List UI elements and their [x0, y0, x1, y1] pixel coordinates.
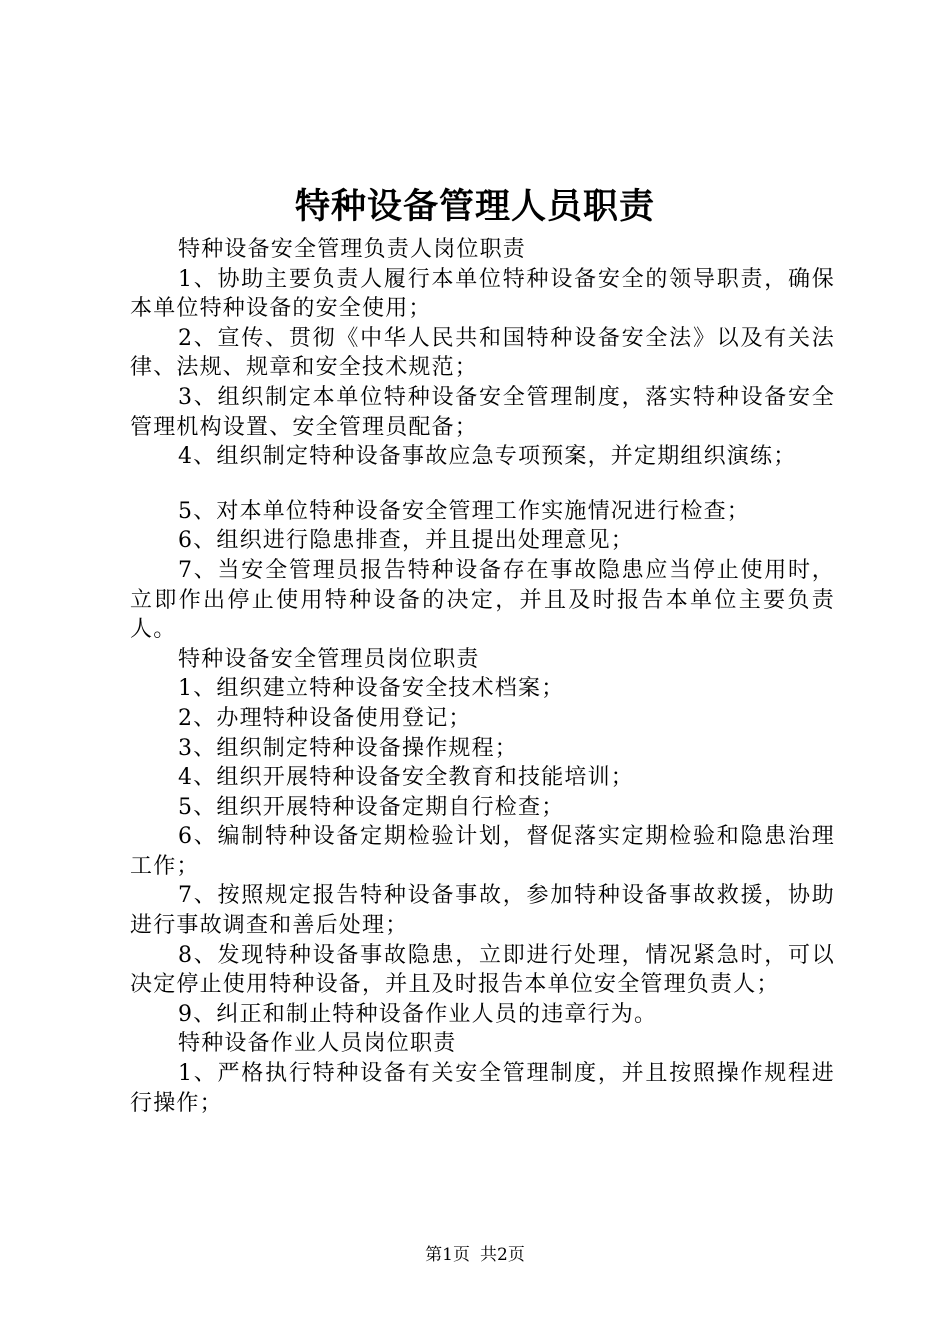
paragraph: 4、组织制定特种设备事故应急专项预案，并定期组织演练；	[178, 444, 797, 470]
section-heading: 特种设备安全管理负责人岗位职责	[178, 237, 527, 262]
paragraph: 1、组织建立特种设备安全技术档案；	[178, 676, 565, 702]
paragraph: 7、按照规定报告特种设备事故，参加特种设备事故救援，协助进行事故调查和善后处理；	[130, 883, 835, 939]
paragraph: 8、发现特种设备事故隐患，立即进行处理，情况紧急时，可以决定停止使用特种设备，并且及时报告本单位安全管理负责人；	[130, 942, 835, 998]
section-heading: 特种设备作业人员岗位职责	[178, 1031, 457, 1057]
paragraph: 1、严格执行特种设备有关安全管理制度，并且按照操作规程进行操作；	[130, 1061, 835, 1116]
paragraph: 1、协助主要负责人履行本单位特种设备安全的领导职责，确保本单位特种设备的安全使用；	[130, 266, 835, 322]
paragraph: 9、纠正和制止特种设备作业人员的违章行为。	[178, 1001, 658, 1027]
page-total: 共2页	[480, 1245, 525, 1265]
paragraph: 4、组织开展特种设备安全教育和技能培训；	[178, 765, 634, 791]
paragraph: 6、编制特种设备定期检验计划，督促落实定期检验和隐患治理工作；	[130, 824, 835, 879]
paragraph: 5、对本单位特种设备安全管理工作实施情况进行检查；	[178, 498, 750, 524]
document-title: 特种设备管理人员职责	[294, 186, 655, 227]
paragraph: 3、组织制定本单位特种设备安全管理制度，落实特种设备安全管理机构设置、安全管理员配备；	[130, 384, 835, 440]
paragraph: 6、组织进行隐患排查，并且提出处理意见；	[178, 528, 634, 554]
paragraph: 5、组织开展特种设备定期自行检查；	[178, 794, 565, 820]
paragraph: 2、办理特种设备使用登记；	[178, 705, 472, 731]
paragraph: 2、宣传、贯彻《中华人民共和国特种设备安全法》以及有关法律、法规、规章和安全技术规范；	[130, 325, 835, 381]
page-number: 第1页	[425, 1245, 470, 1265]
paragraph: 3、组织制定特种设备操作规程；	[178, 735, 518, 761]
page-footer	[0, 1243, 950, 1267]
section-heading: 特种设备安全管理员岗位职责	[178, 646, 480, 672]
paragraph: 7、当安全管理员报告特种设备存在事故隐患应当停止使用时，立即作出停止使用特种设备的决定，并且及时报告本单位主要负责人。	[130, 557, 835, 643]
document-body	[130, 235, 835, 1118]
